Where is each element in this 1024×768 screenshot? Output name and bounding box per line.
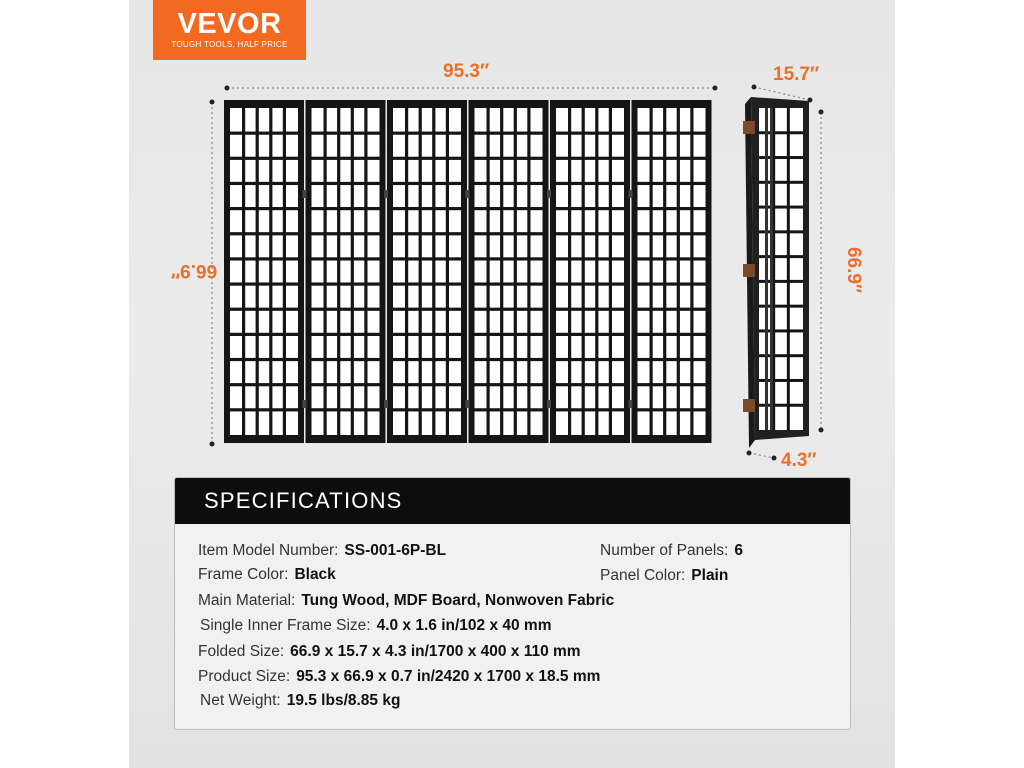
spec-value: Plain bbox=[691, 567, 729, 584]
lattice-bar-horizontal bbox=[556, 308, 624, 311]
lattice-bar-horizontal bbox=[230, 308, 298, 311]
spec-folded-size bbox=[198, 643, 581, 661]
lattice-bar-horizontal bbox=[475, 358, 543, 361]
lattice-bar-horizontal bbox=[230, 383, 298, 386]
lattice-bar-horizontal bbox=[393, 408, 461, 411]
spec-value: SS-001-6P-BL bbox=[344, 542, 447, 559]
depth-label: 4.3″ bbox=[781, 450, 817, 471]
logo-tagline: TOUGH TOOLS, HALF PRICE bbox=[171, 40, 288, 49]
side-lattice bbox=[759, 108, 803, 430]
lattice-bar-horizontal bbox=[393, 358, 461, 361]
lattice-bar-horizontal bbox=[312, 408, 380, 411]
dimension-endpoint bbox=[210, 100, 215, 105]
front-view-panels bbox=[224, 100, 712, 443]
lattice-bar-horizontal bbox=[475, 257, 543, 260]
panel-hinge bbox=[466, 190, 470, 198]
lattice-bar-horizontal bbox=[638, 182, 706, 185]
lattice-bar-horizontal bbox=[556, 257, 624, 260]
spec-product-size bbox=[198, 668, 600, 686]
spec-value: Black bbox=[294, 566, 336, 583]
lattice-bar-horizontal bbox=[393, 282, 461, 285]
lattice-bar-horizontal bbox=[475, 383, 543, 386]
lattice-bar-horizontal bbox=[230, 132, 298, 135]
lattice-bar-horizontal bbox=[230, 358, 298, 361]
lattice-bar-horizontal bbox=[475, 182, 543, 185]
lattice-bar-horizontal bbox=[556, 207, 624, 210]
dimension-endpoint bbox=[819, 110, 824, 115]
lattice-bar-horizontal bbox=[312, 132, 380, 135]
lattice-bar-horizontal bbox=[312, 383, 380, 386]
dimension-endpoint bbox=[210, 442, 215, 447]
panel-hinge bbox=[384, 400, 388, 408]
spec-value: 6 bbox=[734, 542, 743, 559]
lattice-bar-horizontal bbox=[312, 308, 380, 311]
lattice-bar-horizontal bbox=[393, 157, 461, 160]
stacked-panel-edge bbox=[770, 108, 773, 430]
lattice-bar-horizontal bbox=[393, 383, 461, 386]
lattice-bar-horizontal bbox=[312, 333, 380, 336]
divider-panel bbox=[384, 100, 467, 443]
lattice-bar-horizontal bbox=[638, 383, 706, 386]
spec-value: 66.9 x 15.7 x 4.3 in/1700 x 400 x 110 mm bbox=[290, 643, 581, 660]
lattice-bar-horizontal bbox=[475, 207, 543, 210]
lattice-bar-horizontal bbox=[393, 232, 461, 235]
divider-panel bbox=[466, 100, 549, 443]
spec-panel-color bbox=[600, 567, 728, 585]
spec-label: Single Inner Frame Size: bbox=[200, 617, 371, 634]
lattice-bar-horizontal bbox=[638, 333, 706, 336]
dimension-endpoint bbox=[819, 428, 824, 433]
divider-panel bbox=[629, 100, 712, 443]
lattice-bar-horizontal bbox=[475, 308, 543, 311]
spec-label: Panel Color: bbox=[600, 567, 686, 584]
specifications-panel bbox=[174, 477, 851, 730]
spec-label: Main Material: bbox=[198, 592, 296, 609]
spec-net-weight bbox=[200, 692, 400, 710]
lattice-bar-horizontal bbox=[638, 232, 706, 235]
lattice-bar-horizontal bbox=[475, 282, 543, 285]
depth-dimension-line bbox=[749, 453, 774, 458]
lattice-bar-horizontal bbox=[230, 207, 298, 210]
divider-panel bbox=[303, 100, 386, 443]
lattice-bar-horizontal bbox=[393, 132, 461, 135]
lattice-bar-horizontal bbox=[475, 132, 543, 135]
lattice-bar-horizontal bbox=[638, 157, 706, 160]
lattice-bar-horizontal bbox=[312, 358, 380, 361]
lattice-bar-horizontal bbox=[312, 282, 380, 285]
spec-label: Frame Color: bbox=[198, 566, 289, 583]
lattice-bar-horizontal bbox=[312, 232, 380, 235]
lattice-bar-horizontal bbox=[312, 157, 380, 160]
height-label-side: 66.9″ bbox=[843, 246, 865, 294]
spec-inner-frame-size bbox=[200, 617, 552, 635]
lattice-bar-horizontal bbox=[230, 333, 298, 336]
lattice-bar-horizontal bbox=[556, 282, 624, 285]
lattice-bar-horizontal bbox=[638, 408, 706, 411]
lattice-bar-horizontal bbox=[230, 282, 298, 285]
lattice-bar-horizontal bbox=[638, 257, 706, 260]
hinge-strap bbox=[743, 399, 755, 412]
lattice-bar-horizontal bbox=[230, 408, 298, 411]
divider-panel bbox=[224, 100, 304, 443]
spec-frame-color bbox=[198, 566, 336, 584]
panel-hinge bbox=[303, 190, 307, 198]
dimension-endpoint bbox=[713, 86, 718, 91]
panel-hinge bbox=[629, 190, 633, 198]
lattice-bar-horizontal bbox=[556, 132, 624, 135]
hinge-strap bbox=[743, 264, 755, 277]
lattice-bar-horizontal bbox=[230, 232, 298, 235]
specifications-header bbox=[175, 478, 851, 524]
dimension-endpoint bbox=[225, 86, 230, 91]
specifications-title: SPECIFICATIONS bbox=[204, 488, 403, 513]
spec-value: 95.3 x 66.9 x 0.7 in/2420 x 1700 x 18.5 mm bbox=[296, 668, 601, 685]
spec-label: Item Model Number: bbox=[198, 542, 339, 559]
lattice-bar-horizontal bbox=[475, 333, 543, 336]
panel-hinge bbox=[466, 400, 470, 408]
lattice-bar-horizontal bbox=[556, 408, 624, 411]
spec-value: Tung Wood, MDF Board, Nonwoven Fabric bbox=[301, 592, 615, 609]
lattice-bar-horizontal bbox=[475, 157, 543, 160]
panel-hinge bbox=[303, 400, 307, 408]
hinge-strap bbox=[743, 121, 755, 134]
spec-number-of-panels bbox=[600, 542, 743, 560]
spec-value: 4.0 x 1.6 in/102 x 40 mm bbox=[376, 617, 552, 634]
lattice-bar-horizontal bbox=[393, 308, 461, 311]
lattice-bar-horizontal bbox=[393, 207, 461, 210]
lattice-bar-horizontal bbox=[556, 182, 624, 185]
lattice-bar-horizontal bbox=[393, 333, 461, 336]
lattice-bar-horizontal bbox=[638, 207, 706, 210]
lattice-bar-horizontal bbox=[312, 182, 380, 185]
spec-model-number bbox=[198, 542, 446, 560]
lattice-bar-horizontal bbox=[638, 282, 706, 285]
panel-hinge bbox=[547, 190, 551, 198]
lattice-bar-horizontal bbox=[393, 257, 461, 260]
dimension-endpoint bbox=[747, 451, 752, 456]
panel-hinge bbox=[629, 400, 633, 408]
divider-panel bbox=[547, 100, 630, 443]
lattice-bar-horizontal bbox=[638, 308, 706, 311]
product-image-canvas bbox=[129, 0, 895, 768]
lattice-bar-horizontal bbox=[556, 157, 624, 160]
spec-main-material bbox=[198, 592, 614, 610]
lattice-bar-horizontal bbox=[556, 232, 624, 235]
lattice-bar-horizontal bbox=[393, 182, 461, 185]
lattice-bar-horizontal bbox=[312, 257, 380, 260]
dimension-endpoint bbox=[772, 456, 777, 461]
lattice-bar-horizontal bbox=[556, 333, 624, 336]
lattice-bar-horizontal bbox=[230, 257, 298, 260]
stacked-panel-edge bbox=[765, 108, 768, 430]
width-label: 95.3″ bbox=[443, 61, 490, 82]
panel-hinge bbox=[384, 190, 388, 198]
spec-label: Number of Panels: bbox=[600, 542, 729, 559]
folded-width-label: 15.7″ bbox=[773, 64, 820, 85]
lattice-bar-horizontal bbox=[475, 408, 543, 411]
lattice-bar-horizontal bbox=[556, 383, 624, 386]
lattice-bar-horizontal bbox=[312, 207, 380, 210]
spec-value: 19.5 lbs/8.85 kg bbox=[286, 692, 401, 709]
logo-wordmark: VEVOR bbox=[177, 8, 282, 40]
lattice-bar-horizontal bbox=[638, 132, 706, 135]
lattice-bar-horizontal bbox=[638, 358, 706, 361]
lattice-bar-horizontal bbox=[230, 157, 298, 160]
height-label-front: 66.9″ bbox=[171, 260, 218, 281]
spec-label: Net Weight: bbox=[200, 692, 281, 709]
lattice-bar-horizontal bbox=[230, 182, 298, 185]
panel-hinge bbox=[547, 400, 551, 408]
folded-side-view bbox=[743, 97, 809, 448]
lattice-bar-horizontal bbox=[475, 232, 543, 235]
spec-label: Product Size: bbox=[198, 668, 291, 685]
lattice-bar-horizontal bbox=[556, 358, 624, 361]
spec-label: Folded Size: bbox=[198, 643, 285, 660]
dimension-endpoint bbox=[752, 85, 757, 90]
